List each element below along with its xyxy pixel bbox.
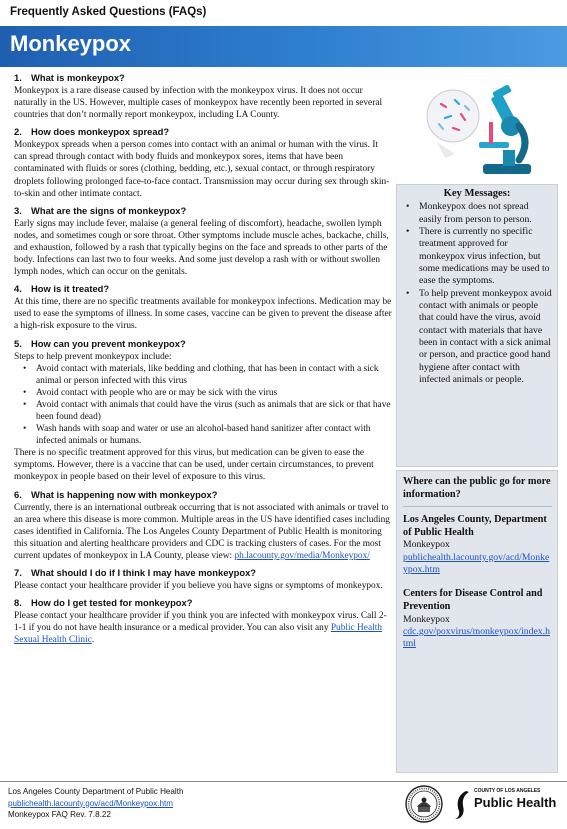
lacdph-monkeypox-link[interactable]: publichealth.lacounty.gov/acd/Monkeypox.htm — [403, 551, 550, 576]
key-message-item: • There is currently no specific treatment approved for monkeypox virus infection, but some medications may be used to ease the symptoms. — [419, 226, 553, 288]
footer-revision: Monkeypox FAQ Rev. 7.8.22 — [8, 810, 111, 819]
footer — [8, 786, 183, 821]
question-heading: 5. How can you prevent monkeypox? — [14, 337, 186, 349]
answer-text: Please contact your healthcare provider if you believe you have signs or symptoms of monkeypox. — [14, 581, 383, 591]
info-source-cdc — [403, 588, 552, 650]
faq-item — [14, 338, 392, 484]
question-heading: 2. How does monkeypox spread? — [14, 126, 170, 138]
cdc-monkeypox-link[interactable]: cdc.gov/poxvirus/monkeypox/index.html — [403, 625, 550, 650]
title-banner — [0, 26, 567, 67]
info-source-lacdph — [403, 514, 552, 576]
faq-item — [14, 567, 392, 592]
answer-text: Monkeypox is a rare disease caused by infection with the monkeypox virus. It does not occur naturally in the US. However, multiple cases of monkeypox have recently been reported in several countries that don’t normally report monkeypox, including LA County. — [14, 86, 383, 121]
faq-item — [14, 205, 392, 278]
answer-intro: Steps to help prevent monkeypox include: — [14, 351, 172, 362]
county-seal-logo — [405, 785, 443, 823]
question-heading: 8. How do I get tested for monkeypox? — [14, 597, 193, 609]
answer-text: Please contact your healthcare provider if you think you are infected with monkeypox virus. Call 2-1-1 if you do not have health insurance or a medical provider. You can also visit any Public Health Sexual Health Clinic. — [14, 611, 387, 646]
faq-list — [14, 72, 392, 651]
page-title: Monkeypox — [10, 31, 132, 56]
footer-department: Los Angeles County Department of Public Health — [8, 787, 184, 796]
source-org: Centers for Disease Control and Prevention — [403, 588, 543, 612]
list-item: • Avoid contact with people who are or may be sick with the virus — [22, 387, 392, 399]
faq-tag: Frequently Asked Questions (FAQs) — [0, 0, 567, 26]
question-heading: 4. How is it treated? — [14, 283, 110, 295]
question-heading: 6. What is happening now with monkeypox? — [14, 488, 218, 500]
county-seal-icon — [405, 785, 443, 823]
question-heading: 3. What are the signs of monkeypox? — [14, 204, 187, 216]
footer-link[interactable]: publichealth.lacounty.gov/acd/Monkeypox.htm — [8, 798, 173, 808]
faq-item — [14, 72, 392, 121]
more-info-box — [396, 470, 558, 773]
public-health-mark-icon — [452, 789, 472, 821]
footer-divider — [0, 781, 567, 782]
key-message-item: • Monkeypox does not spread easily from person to person. — [419, 201, 553, 226]
question-heading: 7. What should I do if I think I may have monkeypox? — [14, 567, 257, 578]
microscope-icon — [415, 76, 535, 184]
source-topic: Monkeypox — [403, 539, 450, 551]
list-item: • Avoid contact with materials, like bedding and clothing, that has been in contact with a sick animal or person infected with this virus — [22, 363, 392, 387]
public-health-logo — [452, 788, 560, 822]
question-heading: 1. What is monkeypox? — [14, 72, 125, 83]
logo-county-text: COUNTY OF LOS ANGELES — [474, 788, 541, 794]
faq-item — [14, 489, 392, 562]
key-message-item: • To help prevent monkeypox avoid contact with animals or people that could have the virus, avoid contact with materials that have been in contact with a sick animal or person, and practice good hand hygiene after contact with infected animals or people. — [419, 288, 553, 387]
faq-item — [14, 283, 392, 332]
faq-item — [14, 126, 392, 199]
faq-item — [14, 597, 392, 646]
divider — [403, 506, 552, 507]
prevention-list — [22, 363, 392, 448]
source-org: Los Angeles County, Department of Public Health — [403, 514, 547, 538]
microscope-illustration — [415, 76, 535, 184]
key-messages-list — [397, 201, 557, 386]
key-messages-box — [396, 184, 558, 467]
answer-text: Early signs may include fever, malaise (a general feeling of discomfort), headache, swollen lymph nodes, and sometimes cough or sore throat. Other symptoms include muscle aches, backache, chills, and exhaustion, followed by a rash that typically begins on the face and spreads to other parts of the body. Infections can last two to four weeks. And some just develop a rash with or without swollen lymph nodes, which can occur on the genitals. — [14, 218, 389, 278]
more-info-title: Where can the public go for more information? — [403, 476, 551, 500]
key-messages-title: Key Messages: — [443, 188, 511, 199]
answer-text: Currently, there is an international outbreak occurring that is not associated with animals or travel to an area where this disease is more common. Multiple areas in the US have identified cases including cases identified in California. The Los Angeles County Department of Public Health is monitoring this situation and alerting healthcare providers and CDC is tracking clusters of cases. For the most current updates of monkeypox in LA County, please view: ph.lacounty.gov/media/Monkeypox/ — [14, 502, 390, 561]
source-topic: Monkeypox — [403, 613, 450, 625]
answer-text: There is no specific treatment approved for this virus, but medication can be given to ease the symptoms. However, there is a vaccine that can be used, under certain circumstances, to prevent monkeypox in people based on their level of exposure to this virus. — [14, 448, 374, 483]
logo-public-health-text: Public Health — [474, 795, 557, 810]
list-item: • Wash hands with soap and water or use an alcohol-based hand sanitizer after contact with infected animals or humans. — [22, 423, 392, 447]
sexual-health-clinic-link[interactable]: Public Health Sexual Health Clinic — [14, 623, 382, 646]
answer-text: At this time, there are no specific treatments available for monkeypox infections. Medication may be used to ease the symptoms of illness. In some cases, vaccine can be given to prevent the disease after a high-risk exposure to the virus. — [14, 297, 392, 332]
ph-monkeypox-link[interactable]: ph.lacounty.gov/media/Monkeypox/ — [234, 550, 370, 561]
answer-text: Monkeypox spreads when a person comes into contact with an animal or human with the virus. It can spread through contact with body fluids and monkeypox sores, items that have been contaminated with fluids or sores (clothing, bedding, etc.), sexual contact, or through respiratory droplets following prolonged face-to-face contact. Transmission may occur during sex through skin-to-skin and other intimate contact. — [14, 140, 390, 199]
list-item: • Avoid contact with animals that could have the virus (such as animals that are sick or that have been found dead) — [22, 399, 392, 423]
